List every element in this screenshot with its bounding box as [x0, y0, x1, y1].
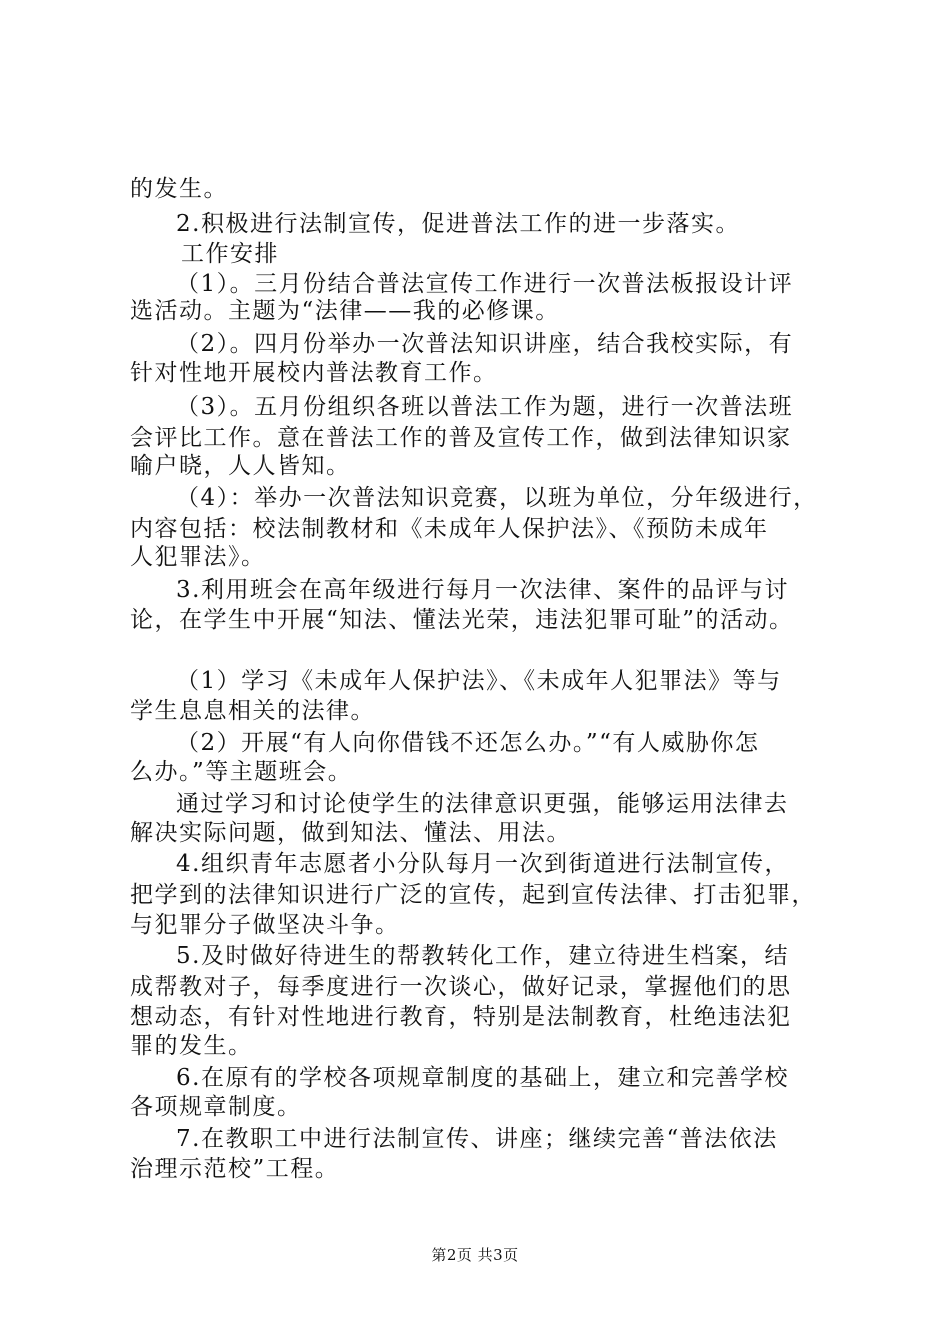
text-line: 4.组织青年志愿者小分队每月一次到街道进行法制宣传，: [176, 851, 789, 877]
text-line: 6.在原有的学校各项规章制度的基础上，建立和完善学校: [176, 1065, 789, 1091]
text-line: 论，在学生中开展“知法、懂法光荣，违法犯罪可耻”的活动。: [130, 607, 794, 633]
text-line: 2.积极进行法制宣传，促进普法工作的进一步落实。: [176, 211, 740, 237]
text-line: 喻户晓，人人皆知。: [130, 453, 351, 479]
text-line: 学生息息相关的法律。: [130, 698, 375, 724]
text-line: （2）。四月份举办一次普法知识讲座，结合我校实际，有: [176, 331, 794, 357]
text-line: （2）开展“有人向你借钱不还怎么办。”“有人威胁你怎: [176, 730, 760, 756]
text-line: 与犯罪分子做坚决斗争。: [130, 912, 400, 938]
section-heading: 工作安排: [181, 241, 279, 267]
text-line: 成帮教对子，每季度进行一次谈心，做好记录，掌握他们的思: [130, 974, 792, 1000]
text-line: 解决实际问题，做到知法、懂法、用法。: [130, 820, 571, 846]
text-line: 7.在教职工中进行法制宣传、讲座；继续完善“普法依法: [176, 1126, 778, 1152]
text-line: 针对性地开展校内普法教育工作。: [130, 360, 498, 386]
text-line: （1）学习《未成年人保护法》、《未成年人犯罪法》等与: [176, 668, 782, 694]
page-number-footer: 第2页 共3页: [431, 1246, 519, 1264]
text-line: 通过学习和讨论使学生的法律意识更强，能够运用法律去: [176, 791, 789, 817]
text-line: 罪的发生。: [130, 1033, 253, 1059]
text-line: 么办。”等主题班会。: [130, 759, 353, 785]
text-line: 人犯罪法》。: [130, 544, 266, 570]
text-line: 会评比工作。意在普法工作的普及宣传工作，做到法律知识家: [130, 425, 792, 451]
text-line: 把学到的法律知识进行广泛的宣传，起到宣传法律、打击犯罪，: [130, 882, 816, 908]
text-line: 想动态，有针对性地进行教育，特别是法制教育，杜绝违法犯: [130, 1004, 792, 1030]
text-line: （4）：举办一次普法知识竞赛，以班为单位，分年级进行，: [176, 485, 818, 511]
text-line: 选活动。主题为“法律——我的必修课。: [130, 298, 560, 324]
text-line: （1）。三月份结合普法宣传工作进行一次普法板报设计评: [176, 271, 794, 297]
text-line: 的发生。: [130, 176, 228, 202]
text-line: （3）。五月份组织各班以普法工作为题，进行一次普法班: [176, 394, 794, 420]
text-line: 内容包括：校法制教材和《未成年人保护法》、《预防未成年: [130, 516, 769, 542]
text-line: 3.利用班会在高年级进行每月一次法律、案件的品评与讨: [176, 577, 789, 603]
text-line: 5.及时做好待进生的帮教转化工作，建立待进生档案，结: [176, 943, 789, 969]
text-line: 治理示范校”工程。: [130, 1156, 340, 1182]
text-line: 各项规章制度。: [130, 1094, 302, 1120]
